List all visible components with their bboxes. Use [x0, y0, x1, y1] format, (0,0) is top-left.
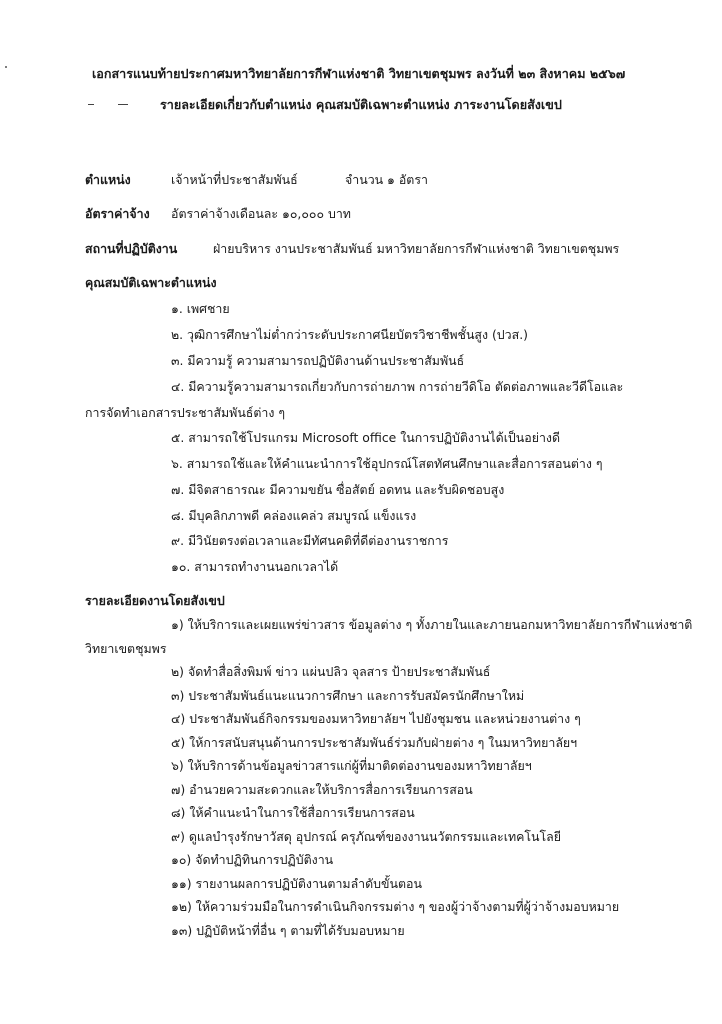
qualification-item: ๕. สามารถใช้โปรแกรม Microsoft office ในการปฏิบัติงานได้เป็นอย่างดี [171, 430, 561, 445]
qualification-item: ๘. มีบุคลิกภาพดี คล่องแคล่ว สมบูรณ์ แข็งแรง [171, 508, 417, 523]
duty-item: ๑๑) รายงานผลการปฏิบัติงานตามลำดับขั้นตอน [171, 876, 422, 891]
duty-item: ๒) จัดทำสื่อสิ่งพิมพ์ ข่าว แผ่นปลิว จุลสาร ป้ายประชาสัมพันธ์ [171, 664, 491, 679]
position-label: ตำแหน่ง [85, 172, 131, 187]
duty-item: ๑) ให้บริการและเผยแพร่ข่าวสาร ข้อมูลต่าง ๆ ทั้งภายในและภายนอกมหาวิทยาลัยการกีฬาแห่งชาติ [171, 617, 693, 632]
scan-dash [118, 104, 128, 105]
scan-speck [5, 66, 7, 68]
qualification-item: ๑๐. สามารถทำงานนอกเวลาได้ [171, 559, 339, 574]
scan-dash [88, 104, 94, 105]
duties-heading: รายละเอียดงานโดยสังเขป [85, 593, 225, 608]
qualification-item: ๔. มีความรู้ความสามารถเกี่ยวกับการถ่ายภาพ การถ่ายวีดิโอ ตัดต่อภาพและวีดีโอและ [171, 379, 624, 394]
duty-item: ๑๒) ให้ความร่วมมือในการดำเนินกิจกรรมต่าง ๆ ของผู้ว่าจ้างตามที่ผู้ว่าจ้างมอบหมาย [171, 899, 620, 914]
duty-item: ๙) ดูแลบำรุงรักษาวัสดุ อุปกรณ์ ครุภัณฑ์ของงานนวัตกรรมและเทคโนโลยี [171, 829, 562, 844]
qualification-item: ๙. มีวินัยตรงต่อเวลาและมีทัศนคติที่ดีต่องานราชการ [171, 533, 449, 548]
wage-label: อัตราค่าจ้าง [85, 206, 150, 221]
workplace-value: ฝ่ายบริหาร งานประชาสัมพันธ์ มหาวิทยาลัยการกีฬาแห่งชาติ วิทยาเขตชุมพร [213, 241, 620, 256]
workplace-label: สถานที่ปฏิบัติงาน [85, 241, 178, 256]
duty-item: ๓) ประชาสัมพันธ์แนะแนวการศึกษา และการรับสมัครนักศึกษาใหม่ [171, 688, 525, 703]
position-count: จำนวน ๑ อัตรา [345, 172, 428, 187]
qualification-item: ๓. มีความรู้ ความสามารถปฏิบัติงานด้านประชาสัมพันธ์ [171, 353, 465, 368]
duty-item: ๑๐) จัดทำปฏิทินการปฏิบัติงาน [171, 852, 334, 867]
duty-item: ๗) อำนวยความสะดวกและให้บริการสื่อการเรียนการสอน [171, 782, 473, 797]
duty-item: ๑๓) ปฏิบัติหน้าที่อื่น ๆ ตามที่ได้รับมอบหมาย [171, 923, 405, 938]
duty-item: ๔) ประชาสัมพันธ์กิจกรรมของมหาวิทยาลัยฯ ไปยังชุมชน และหน่วยงานต่าง ๆ [171, 711, 581, 726]
duty-item-continuation: วิทยาเขตชุมพร [85, 641, 167, 656]
header-line-1: เอกสารแนบท้ายประกาศมหาวิทยาลัยการกีฬาแห่งชาติ วิทยาเขตชุมพร ลงวันที่ ๒๓ สิงหาคม ๒๕๖๗ [92, 66, 626, 81]
header-line-2: รายละเอียดเกี่ยวกับตำแหน่ง คุณสมบัติเฉพาะตำแหน่ง ภาระงานโดยสังเขป [160, 97, 562, 112]
qualification-item-continuation: การจัดทำเอกสารประชาสัมพันธ์ต่าง ๆ [85, 405, 286, 420]
qualification-item: ๖. สามารถใช้และให้คำแนะนำการใช้อุปกรณ์โสตทัศนศึกษาและสื่อการสอนต่าง ๆ [171, 456, 603, 471]
qualification-item: ๗. มีจิตสาธารณะ มีความขยัน ซื่อสัตย์ อดทน และรับผิดชอบสูง [171, 482, 505, 497]
position-value: เจ้าหน้าที่ประชาสัมพันธ์ [171, 172, 298, 187]
qualifications-heading: คุณสมบัติเฉพาะตำแหน่ง [85, 275, 217, 290]
duty-item: ๘) ให้คำแนะนำในการใช้สื่อการเรียนการสอน [171, 805, 415, 820]
qualification-item: ๑. เพศชาย [171, 301, 230, 316]
duty-item: ๕) ให้การสนับสนุนด้านการประชาสัมพันธ์ร่วมกับฝ่ายต่าง ๆ ในมหาวิทยาลัยฯ [171, 735, 578, 750]
duty-item: ๖) ให้บริการด้านข้อมูลข่าวสารแก่ผู้ที่มาติดต่องานของมหาวิทยาลัยฯ [171, 758, 532, 773]
qualification-item: ๒. วุฒิการศึกษาไม่ต่ำกว่าระดับประกาศนียบัตรวิชาชีพชั้นสูง (ปวส.) [171, 327, 528, 342]
wage-value: อัตราค่าจ้างเดือนละ ๑๐,๐๐๐ บาท [171, 206, 351, 221]
